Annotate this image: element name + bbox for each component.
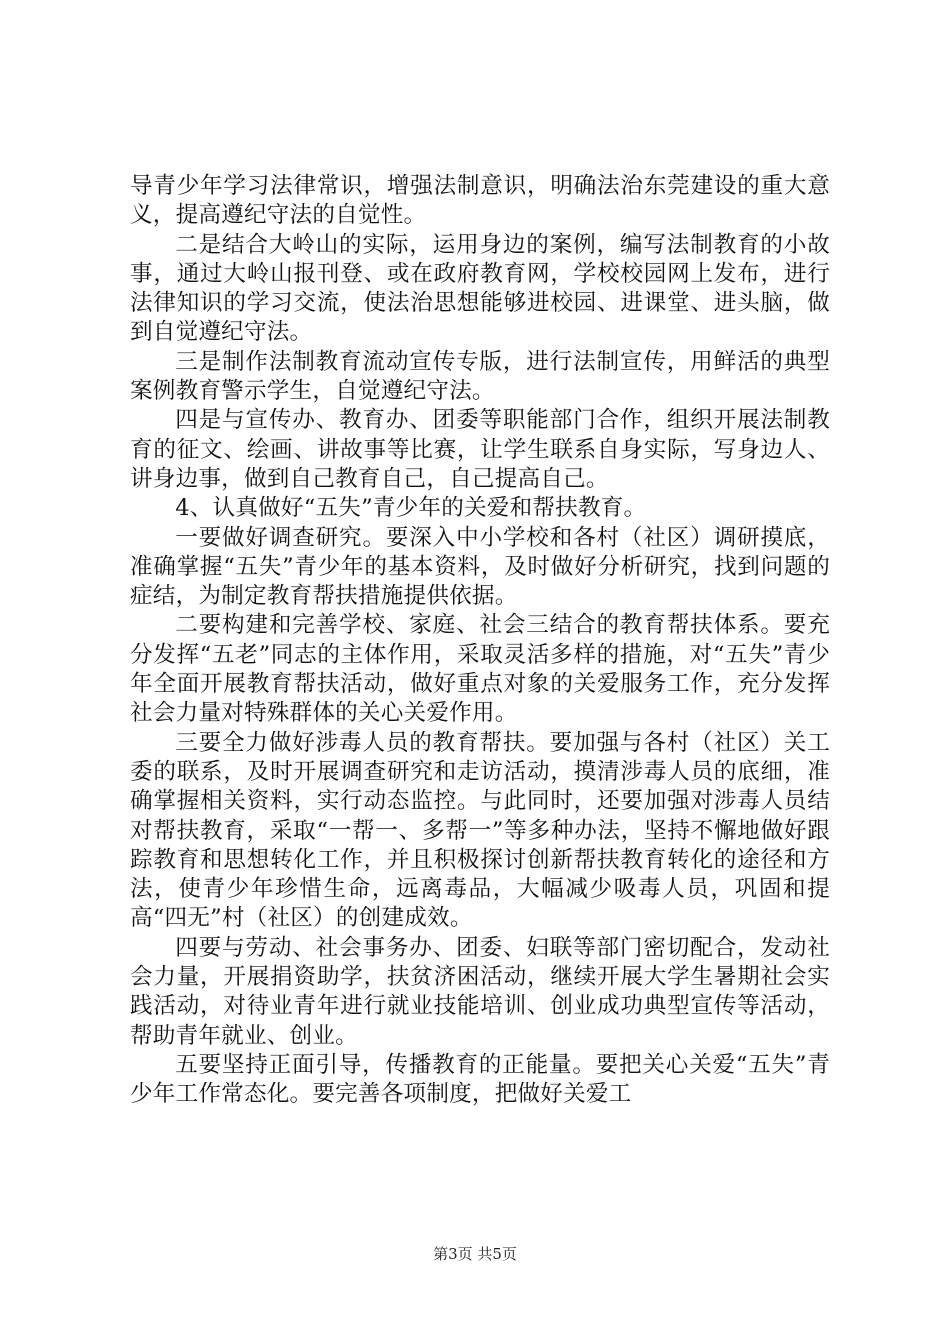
paragraph-item-two: 二要构建和完善学校、家庭、社会三结合的教育帮扶体系。要充分发挥“五老”同志的主体作用，采取灵活多样的措施，对“五失”青少年全面开展教育帮扶活动，做好重点对象的关爱服务工作，充分发挥社会力量对特殊群体的关心关爱作用。 <box>130 612 830 727</box>
document-body <box>130 172 830 1110</box>
paragraph-point-two: 二是结合大岭山的实际，运用身边的案例，编写法制教育的小故事，通过大岭山报刊登、或在政府教育网，学校校园网上发布，进行法律知识的学习交流，使法治思想能够进校园、进课堂、进头脑，做到自觉遵纪守法。 <box>130 231 830 346</box>
paragraph-continuation: 导青少年学习法律常识，增强法制意识，明确法治东莞建设的重大意义，提高遵纪守法的自觉性。 <box>130 173 830 229</box>
paragraph-item-three: 三要全力做好涉毒人员的教育帮扶。要加强与各村（社区）关工委的联系，及时开展调查研究和走访活动，摸清涉毒人员的底细，准确掌握相关资料，实行动态监控。与此同时，还要加强对涉毒人员结对帮扶教育，采取“一帮一、多帮一”等多种办法，坚持不懈地做好跟踪教育和思想转化工作，并且积极探讨创新帮扶教育转化的途径和方法，使青少年珍惜生命，远离毒品，大幅减少吸毒人员，巩固和提高“四无”村（社区）的创建成效。 <box>130 729 830 932</box>
paragraph-point-four: 四是与宣传办、教育办、团委等职能部门合作，组织开展法制教育的征文、绘画、讲故事等比赛，让学生联系自身实际，写身边人、讲身边事，做到自己教育自己，自己提高自己。 <box>130 407 830 492</box>
page-number-footer: 第3页 共5页 <box>433 1245 517 1263</box>
paragraph-item-one: 一要做好调查研究。要深入中小学校和各村（社区）调研摸底，准确掌握“五失”青少年的基本资料，及时做好分析研究，找到问题的症结，为制定教育帮扶措施提供依据。 <box>130 524 830 610</box>
section-heading-4: 4、认真做好“五失”青少年的关爱和帮扶教育。 <box>175 495 647 522</box>
paragraph-item-five: 五要坚持正面引导，传播教育的正能量。要把关心关爱“五失”青少年工作常态化。要完善各项制度，把做好关爱工 <box>130 1051 830 1108</box>
paragraph-item-four: 四要与劳动、社会事务办、团委、妇联等部门密切配合，发动社会力量，开展捐资助学，扶贫济困活动，继续开展大学生暑期社会实践活动，对待业青年进行就业技能培训、创业成功典型宣传等活动，帮助青年就业、创业。 <box>130 934 830 1049</box>
paragraph-point-three: 三是制作法制教育流动宣传专版，进行法制宣传，用鲜活的典型案例教育警示学生，自觉遵纪守法。 <box>130 348 830 405</box>
